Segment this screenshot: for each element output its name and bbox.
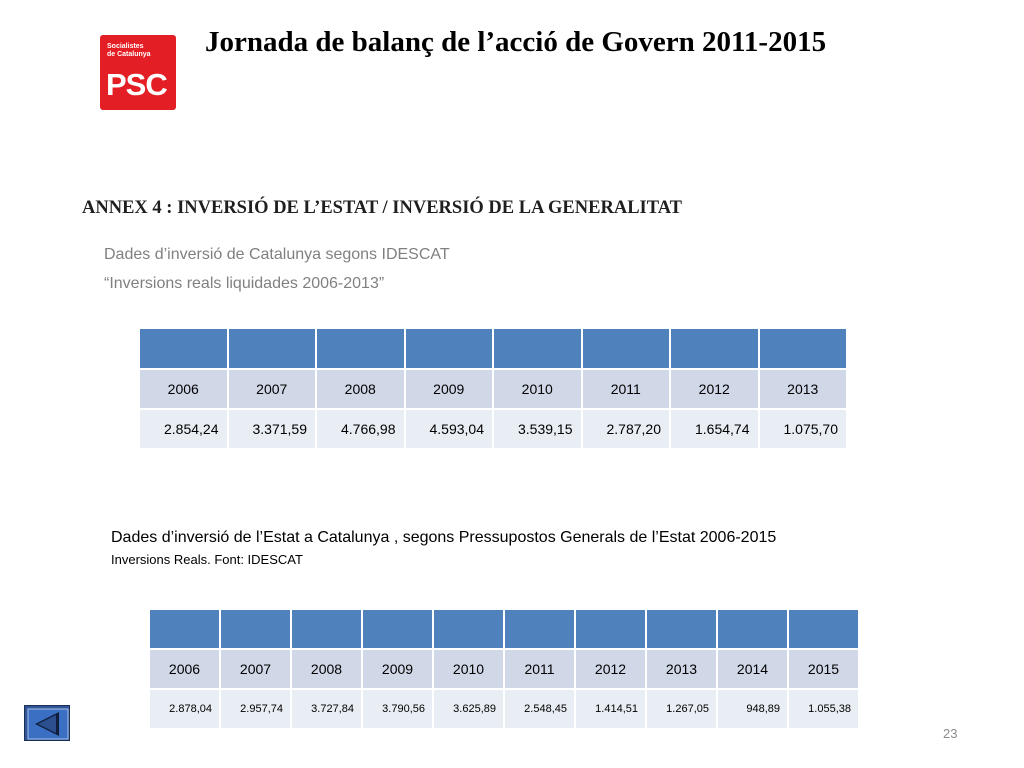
value-cell: 3.625,89 — [433, 689, 504, 729]
value-cell: 2.787,20 — [582, 409, 671, 449]
table-header-row — [139, 328, 847, 369]
value-cell: 4.593,04 — [405, 409, 494, 449]
header-cell — [405, 328, 494, 369]
year-row — [149, 649, 859, 689]
year-cell: 2006 — [139, 369, 228, 409]
value-cell: 1.654,74 — [670, 409, 759, 449]
value-cell: 2.854,24 — [139, 409, 228, 449]
header-cell — [316, 328, 405, 369]
header-cell — [362, 609, 433, 649]
header-cell — [149, 609, 220, 649]
back-arrow-icon — [25, 706, 71, 742]
year-cell: 2007 — [228, 369, 317, 409]
header-cell — [493, 328, 582, 369]
value-cell: 3.790,56 — [362, 689, 433, 729]
year-cell: 2015 — [788, 649, 859, 689]
estat-investment-table — [148, 608, 860, 730]
year-cell: 2014 — [717, 649, 788, 689]
header-cell — [228, 328, 317, 369]
header-cell — [717, 609, 788, 649]
value-cell: 2.878,04 — [149, 689, 220, 729]
header-cell — [646, 609, 717, 649]
section1-subtitle-2: “Inversions reals liquidades 2006-2013” — [104, 275, 385, 292]
year-cell: 2013 — [646, 649, 717, 689]
value-cell: 2.957,74 — [220, 689, 291, 729]
logo-line-2: de Catalunya — [107, 51, 151, 58]
value-row — [139, 409, 847, 449]
header-cell — [670, 328, 759, 369]
header-cell — [582, 328, 671, 369]
year-cell: 2008 — [316, 369, 405, 409]
section2-source-note: Inversions Reals. Font: IDESCAT — [111, 552, 303, 567]
year-cell: 2006 — [149, 649, 220, 689]
value-cell: 3.539,15 — [493, 409, 582, 449]
year-cell: 2011 — [582, 369, 671, 409]
value-cell: 3.727,84 — [291, 689, 362, 729]
header-cell — [139, 328, 228, 369]
year-cell: 2013 — [759, 369, 848, 409]
back-button[interactable] — [24, 705, 70, 741]
annex-heading: ANNEX 4 : INVERSIÓ DE L’ESTAT / INVERSIÓ DE LA GENERALITAT — [82, 198, 683, 218]
year-row — [139, 369, 847, 409]
year-cell: 2011 — [504, 649, 575, 689]
header-cell — [291, 609, 362, 649]
year-cell: 2010 — [493, 369, 582, 409]
section1-subtitle-1: Dades d’inversió de Catalunya segons IDESCAT — [104, 246, 450, 263]
section2-heading: Dades d’inversió de l’Estat a Catalunya , segons Pressupostos Generals de l’Estat 2006-2015 — [111, 529, 777, 546]
header-cell — [788, 609, 859, 649]
page-number: 23 — [943, 726, 958, 741]
header-cell — [575, 609, 646, 649]
generalitat-investment-table — [138, 327, 848, 450]
value-cell: 948,89 — [717, 689, 788, 729]
year-cell: 2009 — [362, 649, 433, 689]
year-cell: 2007 — [220, 649, 291, 689]
header-cell — [433, 609, 504, 649]
value-cell: 1.267,05 — [646, 689, 717, 729]
header-cell — [220, 609, 291, 649]
header-cell — [759, 328, 848, 369]
year-cell: 2012 — [575, 649, 646, 689]
page-title: Jornada de balanç de l’acció de Govern 2011-2015 — [205, 26, 827, 58]
value-row — [149, 689, 859, 729]
value-cell: 2.548,45 — [504, 689, 575, 729]
value-cell: 1.075,70 — [759, 409, 848, 449]
header-cell — [504, 609, 575, 649]
year-cell: 2008 — [291, 649, 362, 689]
year-cell: 2012 — [670, 369, 759, 409]
value-cell: 1.055,38 — [788, 689, 859, 729]
logo-mark: PSC — [106, 67, 167, 102]
year-cell: 2010 — [433, 649, 504, 689]
value-cell: 3.371,59 — [228, 409, 317, 449]
value-cell: 4.766,98 — [316, 409, 405, 449]
year-cell: 2009 — [405, 369, 494, 409]
logo-line-1: Socialistes — [107, 43, 144, 50]
value-cell: 1.414,51 — [575, 689, 646, 729]
psc-logo — [100, 35, 176, 110]
table-header-row — [149, 609, 859, 649]
